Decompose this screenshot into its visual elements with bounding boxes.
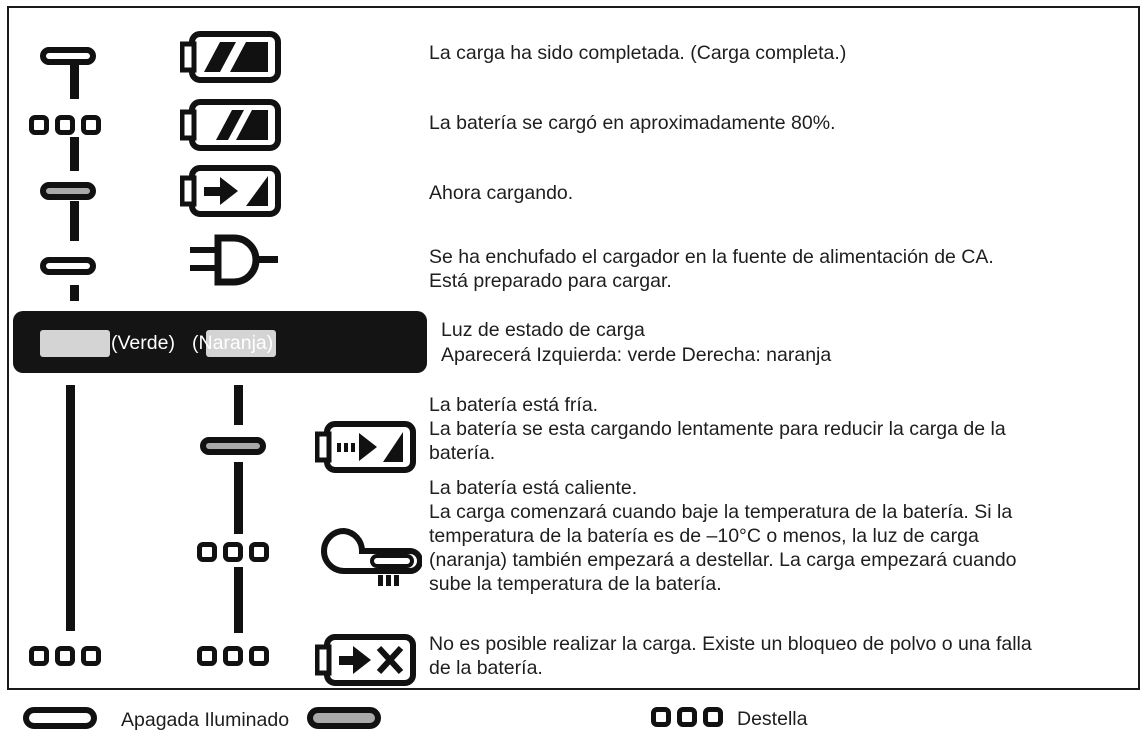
led-off-indicator — [40, 47, 96, 65]
status-light-band — [13, 311, 427, 373]
legend-blink-label: Destella — [737, 708, 808, 730]
status-text-error: de la batería. — [429, 657, 543, 679]
legend-off-indicator — [23, 707, 97, 729]
status-text-charging: Ahora cargando. — [429, 182, 574, 204]
connector-line — [70, 65, 79, 99]
status-text-hot: La batería está caliente. — [429, 477, 638, 499]
green-label: (Verde) — [111, 332, 175, 354]
connector-line — [234, 462, 243, 534]
legend-off-on-label: Apagada Iluminado — [121, 709, 290, 731]
battery-full-icon — [180, 30, 284, 84]
led-lit-indicator — [200, 437, 266, 455]
status-text-full: La carga ha sido completada. (Carga completa.) — [429, 42, 847, 64]
led-off-indicator — [40, 257, 96, 275]
status-text-hot: sube la temperatura de la batería. — [429, 573, 722, 595]
led-lit-indicator — [40, 182, 96, 200]
led-blinking-indicator — [29, 115, 101, 135]
connector-line — [66, 385, 75, 631]
legend-lit-indicator — [307, 707, 381, 729]
status-text-cold: La batería se esta cargando lentamente para reducir la carga de la — [429, 418, 1006, 440]
thermometer-icon — [318, 527, 422, 589]
connector-line — [70, 137, 79, 171]
legend-blinking-indicator — [651, 707, 723, 727]
led-blinking-indicator — [197, 646, 269, 666]
status-text-plugged: Está preparado para cargar. — [429, 270, 672, 292]
battery-error-icon — [315, 633, 419, 687]
battery-80-icon — [180, 98, 284, 152]
status-text-hot: (naranja) también empezará a destellar. La carga empezará cuando — [429, 549, 1017, 571]
connector-line — [234, 567, 243, 633]
battery-slow-charge-icon — [315, 420, 419, 474]
status-text-cold: batería. — [429, 442, 496, 464]
status-text-hot: La carga comenzará cuando baje la temperatura de la batería. Si la — [429, 501, 1013, 523]
connector-line — [70, 201, 79, 241]
green-light-swatch — [40, 330, 110, 357]
ac-plug-icon — [182, 233, 286, 287]
led-blinking-indicator — [29, 646, 101, 666]
connector-line — [70, 285, 79, 301]
connector-line — [234, 385, 243, 425]
status-text-plugged: Se ha enchufado el cargador en la fuente de alimentación de CA. — [429, 246, 994, 268]
orange-label: (Naranja) — [192, 332, 274, 354]
status-text-cold: La batería está fría. — [429, 394, 599, 416]
battery-charging-icon — [180, 164, 284, 218]
status-text-error: No es posible realizar la carga. Existe un bloqueo de polvo o una falla — [429, 633, 1032, 655]
led-blinking-indicator — [197, 542, 269, 562]
status-band-description: Aparecerá Izquierda: verde Derecha: naranja — [441, 344, 832, 366]
status-band-title: Luz de estado de carga — [441, 319, 645, 341]
status-text-hot: temperatura de la batería es de –10°C o menos, la luz de carga — [429, 525, 979, 547]
status-text-eighty: La batería se cargó en aproximadamente 80%. — [429, 112, 836, 134]
